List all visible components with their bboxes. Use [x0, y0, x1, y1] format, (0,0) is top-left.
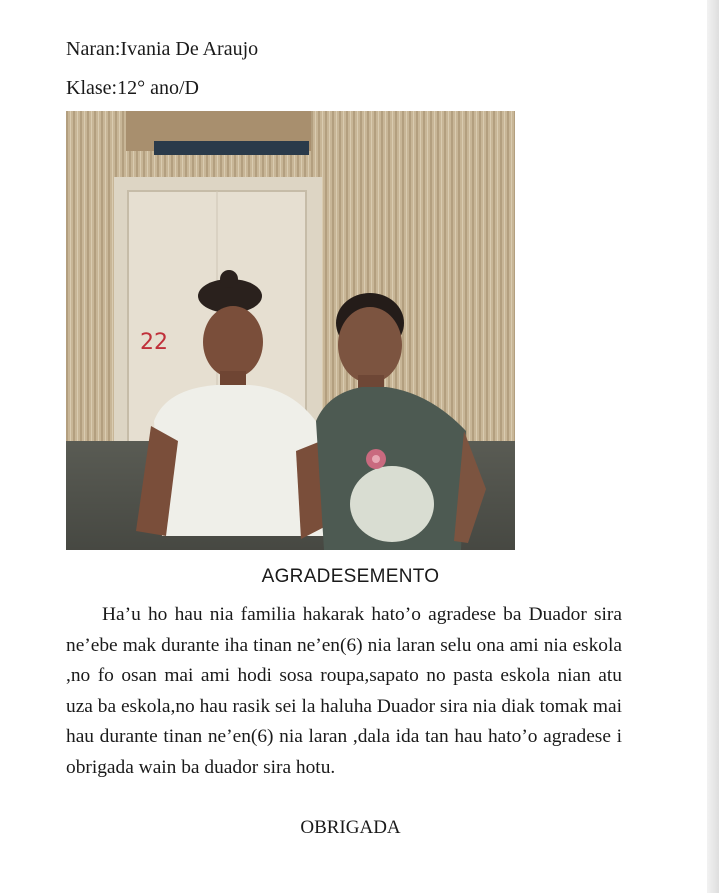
- student-class: Klase:12° ano/D: [66, 77, 199, 99]
- letter-closing: OBRIGADA: [300, 817, 401, 838]
- page-edge: [707, 0, 719, 893]
- family-photo: [66, 111, 515, 550]
- letter-heading: AGRADESEMENTO: [261, 566, 440, 587]
- letter-body: Ha’u ho hau nia familia hakarak hato’o agradese ba Duador sira ne’ebe mak durante iha tinan ne’en(6) nia laran selu ona ami nia eskola ,no fo osan mai ami hodi sosa roupa,sapato no pasta eskola nian atu uza ba eskola,no hau rasik sei la haluha Duador sira nia diak tomak mai hau durante tinan ne’en(6) nia laran ,dala ida tan hau hato’o agradese i obrigada wain ba duador sira hotu.: [66, 604, 622, 778]
- door-marking: 22: [140, 330, 168, 355]
- student-name: Naran:Ivania De Araujo: [66, 38, 259, 60]
